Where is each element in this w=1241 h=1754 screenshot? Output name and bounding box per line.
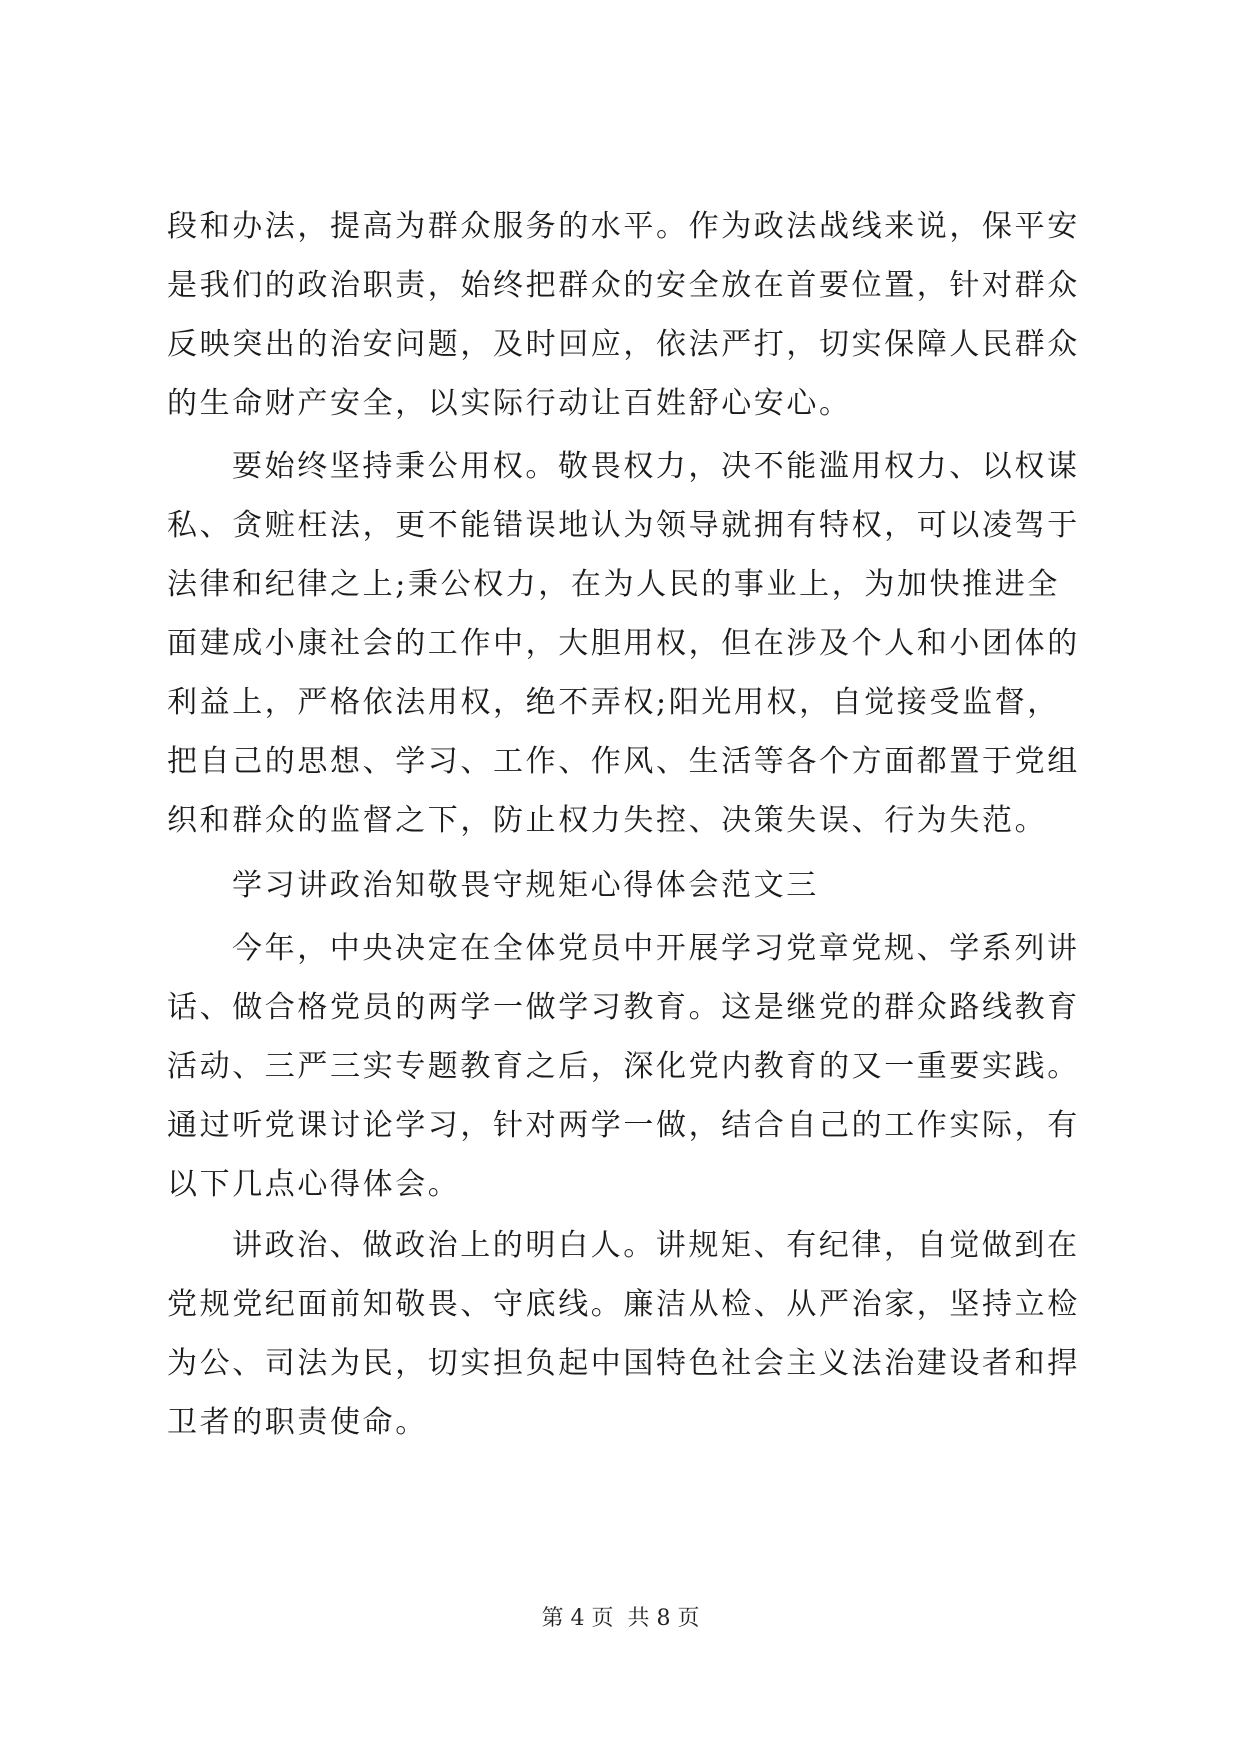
text-line: 利益上，严格依法用权，绝不弄权;阳光用权，自觉接受监督， bbox=[167, 685, 1060, 720]
text-line: 织和群众的监督之下，防止权力失控、决策失误、行为失范。 bbox=[167, 803, 1048, 838]
text-line: 为公、司法为民，切实担负起中国特色社会主义法治建设者和捍 bbox=[167, 1346, 1080, 1381]
text-line: 卫者的职责使命。 bbox=[167, 1405, 428, 1440]
text-line: 法律和纪律之上;秉公权力，在为人民的事业上，为加快推进全 bbox=[167, 567, 1060, 602]
text-line: 是我们的政治职责，始终把群众的安全放在首要位置，针对群众 bbox=[167, 268, 1080, 303]
page-footer bbox=[0, 1604, 1241, 1634]
text-line: 私、贪赃枉法，更不能错误地认为领导就拥有特权，可以凌驾于 bbox=[167, 508, 1080, 543]
paragraph-start-line: 讲政治、做政治上的明白人。讲规矩、有纪律，自觉做到在 bbox=[232, 1228, 1080, 1263]
text-line: 活动、三严三实专题教育之后，深化党内教育的又一重要实践。 bbox=[167, 1049, 1080, 1084]
text-line: 把自己的思想、学习、工作、作风、生活等各个方面都置于党组 bbox=[167, 744, 1080, 779]
text-line: 的生命财产安全，以实际行动让百姓舒心安心。 bbox=[167, 386, 852, 421]
text-line: 面建成小康社会的工作中，大胆用权，但在涉及个人和小团体的 bbox=[167, 626, 1080, 661]
text-line: 反映突出的治安问题，及时回应，依法严打，切实保障人民群众 bbox=[167, 327, 1080, 362]
text-line: 通过听党课讨论学习，针对两学一做，结合自己的工作实际，有 bbox=[167, 1108, 1080, 1143]
section-heading: 学习讲政治知敬畏守规矩心得体会范文三 bbox=[232, 868, 819, 903]
text-line: 党规党纪面前知敬畏、守底线。廉洁从检、从严治家，坚持立检 bbox=[167, 1287, 1080, 1322]
paragraph-start-line: 要始终坚持秉公用权。敬畏权力，决不能滥用权力、以权谋 bbox=[232, 449, 1080, 484]
page-number: 第 4 页 共 8 页 bbox=[541, 1606, 700, 1631]
text-line: 话、做合格党员的两学一做学习教育。这是继党的群众路线教育 bbox=[167, 990, 1080, 1025]
paragraph-start-line: 今年，中央决定在全体党员中开展学习党章党规、学系列讲 bbox=[232, 931, 1080, 966]
text-line: 段和办法，提高为群众服务的水平。作为政法战线来说，保平安 bbox=[167, 209, 1080, 244]
text-line: 以下几点心得体会。 bbox=[167, 1167, 461, 1202]
